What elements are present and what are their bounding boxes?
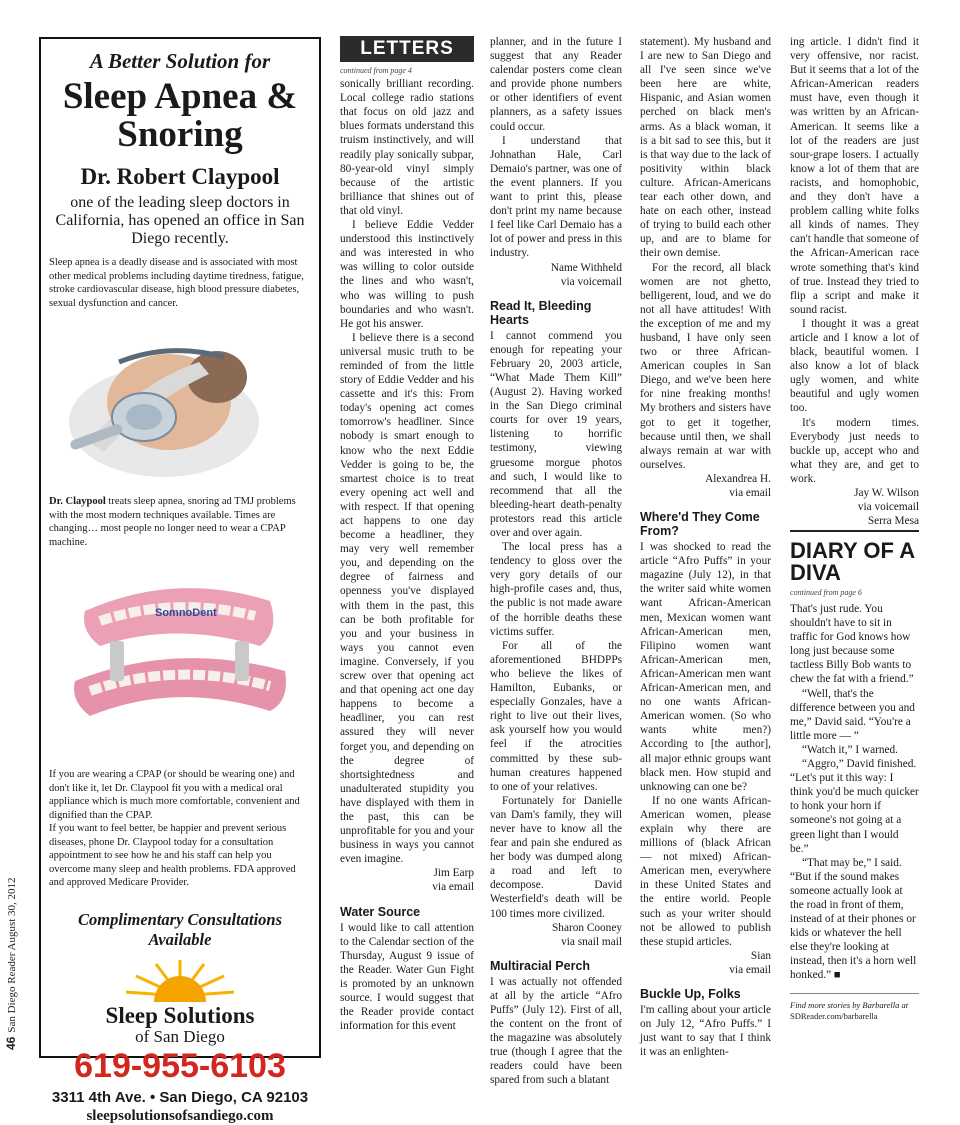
- letter-paragraph: I cannot commend you enough for repeating your February 20, 2003 article, “What Made Them Kill” (August 2). Having worked in the San Diego criminal courts for over 19 years, listening to horrific testimony, viewing gruesome morgue photos and such, I would like to recommend that all the bleeding-heart death-penalty protestors read this article over and over again.: [490, 329, 622, 539]
- letter-paragraph: I believe Eddie Vedder understood this instinctively and was interested in who was willing to color outside the lines and who wasn't, who was willing to push boundaries and who wasn't. He got his answer.: [340, 219, 474, 330]
- ad-brand: Sleep Solutions: [105, 1002, 255, 1028]
- letters-column-1: [340, 36, 474, 1033]
- letter-paragraph: ing article. I didn't find it very offensive, nor racist. But it seems that a lot of the African-American readers must have, even though it was written by an African-American. It seems like a lot of the readers are just sour-grape losers. I actually know a lot of them that are racists, and homophobic, and they don't have a problem calling white folks all kinds of names. They can't handle that someone of the African-American race wrote something that's kind of true. Instead they tried to flip a script and make it sound racist.: [790, 36, 919, 316]
- letter-paragraph: For the record, all black women are not ghetto, belligerent, loud, and we do not all have attitudes! With the exception of me and my husband, I have only seen two or three African-American couples in San Diego, and we've been here for nine freaking months! My brothers and sisters have got to get it together, because until then, we shall always remain at war with ourselves.: [640, 261, 771, 471]
- diary-title: DIARY OF A DIVA: [790, 538, 915, 585]
- ad-address: 3311 4th Ave. • San Diego, CA 92103: [51, 1088, 309, 1106]
- letter-paragraph: sonically brilliant recording. Local college radio stations that focus on old jazz and blues formats understand this truism instinctively, and will readily play sonically subpar, 80-year-old vinyl simply because of the artistic brilliance that shines out of that old vinyl.: [340, 78, 474, 217]
- letter-paragraph: I was actually not offended at all by the article “Afro Puffs” (July 12). First of all, the content on the front of the magazine was absolutely true (though I agree that the readers could have been spared from such a blatant: [490, 975, 622, 1087]
- letter-signature: Name Withheld: [550, 261, 622, 274]
- letter-signature-via: via email: [729, 963, 771, 976]
- letters-column-3: [640, 35, 771, 1059]
- letter-paragraph: If no one wants African-American women, please explain why there are millions of (black African — not mixed) African-American men, everywhere in these United States and the entire world. People such as your writer should not be allowed to publish these stupid articles.: [640, 794, 771, 948]
- ad-intro: one of the leading sleep doctors in California, has opened an office in San Diego recently.: [55, 194, 305, 247]
- ad-phone[interactable]: 619-955-6103: [74, 1046, 286, 1085]
- device-brand-label: SomnoDent: [155, 607, 217, 619]
- letters-header: LETTERS: [340, 36, 474, 62]
- letter-paragraph: I believe there is a second universal music truth to be reminded of from the little story of Eddie Vedder and his cassette and it's this: From today's opening act comes tomorrow's headliner. Since nobody is smart enough to know who the next Eddie Vedder is going to be, the smartest choice is to treat every opening act well and with respect. If that opening act happens to one day become a headliner, they may very well remember you, and depending on the degree of fairness and openness you've displayed with them in the past, this can be both profitable for you and your business in ways you cannot even imagine. Conversely, if you screw over that opening act and that opening act one day happens to become a headliner, you can rest assured they will never forget you, and depending on the degree of shortsightedness and unadulterated stupidity you have displayed with them in the past, this can be unprofitable for you and your business in ways you cannot even imagine.: [340, 331, 474, 866]
- folio-text: San Diego Reader August 30, 2012: [6, 877, 18, 1033]
- ad-copy-disease: Sleep apnea is a deadly disease and is associated with most other medical problems including daytime tiredness, fatigue, stroke cardiovascular disease, high blood pressure diabetes, sexual dysfunction and cancer.: [49, 257, 304, 309]
- letter-signature-location: Serra Mesa: [867, 515, 919, 528]
- ad-copy-treatment: [49, 495, 311, 549]
- letter-heading-where: Where'd They Come From?: [640, 510, 760, 539]
- diary-paragraph: “That may be,” I said. “But if the sound makes someone actually look at the road in front of them, instead of at their phones or kids or whatever the hell else they're looking at instead, then it's a horn well honked.” ■: [790, 856, 917, 982]
- letter-signature-via: via email: [432, 881, 474, 894]
- letter-paragraph: For all of the aforementioned BHDPPs who believe the likes of Hamilton, Eubanks, or especially Gonzales, have a right to live out their lives, ask yourself how you would feel if the atrocities committed by these sub-human creatures happened to one of your relatives.: [490, 639, 622, 793]
- letters-continued: continued from page 4: [340, 66, 412, 76]
- diary-footer: Find more stories by Barbarella at: [790, 993, 919, 1011]
- letters-column-2: [490, 35, 622, 1088]
- diary-rule: [790, 530, 919, 532]
- diary-paragraph: “Well, that's the difference between you and me,” David said. “You're a little more — ”: [790, 687, 915, 742]
- cpap-mask-photo: [49, 322, 259, 482]
- letter-paragraph: The local press has a tendency to gloss over the very gory details of our high-profile cases and, thus, the public is not made aware of the horrible deaths these victims suffer.: [490, 541, 622, 638]
- letter-heading-buckle: Buckle Up, Folks: [640, 987, 741, 1001]
- letter-signature: Sian: [750, 949, 771, 962]
- letter-paragraph: planner, and in the future I suggest that any Reader calendar posters come clean and provide phone numbers or other identifiers of event planners, as a safety issues could occur.: [490, 36, 622, 133]
- letter-paragraph: I thought it was a great article and I know a lot of black, beautiful women. I also know a lot of black ugly women, and white beautiful and ugly women too.: [790, 317, 919, 415]
- ad-treatment-text: treats sleep apnea, snoring ad TMJ problems with the most modern techniques available. Times are changing… most people no longer need to wear a CPAP machine.: [49, 496, 296, 548]
- ad-brand-sub: of San Diego: [135, 1026, 225, 1046]
- letter-paragraph: Fortunately for Danielle van Dam's family, they will never have to know all the fear and pain she endured as her body was dumped along a road and left to decompose. David Westerfield's death will be 100 times more civilized.: [490, 794, 622, 920]
- ad-copy-cpap: If you are wearing a CPAP (or should be wearing one) and don't like it, let Dr. Claypool fit you with a medical oral appliance which is much more comfortable, convenient and dignified than the CPAP.: [49, 769, 300, 821]
- diary-footer-link[interactable]: SDReader.com/barbarella: [790, 1010, 878, 1021]
- letter-paragraph: I'm calling about your article on July 12, “Afro Puffs.” I just want to say that I think it was an enlighten-: [640, 1004, 771, 1059]
- ad-title: Sleep Apnea & Snoring: [62, 76, 298, 155]
- diary-paragraph: “Watch it,” I warned.: [802, 743, 899, 756]
- letter-signature: Jim Earp: [433, 867, 474, 880]
- letter-heading-perch: Multiracial Perch: [490, 958, 591, 973]
- letter-signature-via: via voicemail: [560, 275, 622, 288]
- letter-paragraph: I understand that Johnathan Hale, Carl Demaio's partner, was one of the event planners. If you want to print this, please don't print my name because I feel like Carl Demaio has a lot of power and press in this industry.: [490, 134, 622, 260]
- letter-signature: Jay W. Wilson: [854, 487, 919, 499]
- letter-paragraph: I would like to call attention to the Calendar section of the Thursday, August 9 issue of the Reader. Water Gun Fight is promoted by an unknown source. I would suggest that the Reader provide contact information for this event: [340, 921, 474, 1033]
- letter-heading-water: Water Source: [340, 904, 421, 919]
- ad-kicker: A Better Solution for: [89, 49, 271, 73]
- letter-signature-via: via voicemail: [857, 501, 919, 514]
- ad-doctor-name: Dr. Robert Claypool: [80, 164, 280, 189]
- letter-paragraph: statement). My husband and I are new to San Diego and all I've seen since we've been here are white, Hispanic, and Asian women perched on black men's arms. As a black woman, it is a bit sad to see this, but it is that way due to the lack of positivity within black culture. African-Americans tear each other down, and hate on each other, instead of trying to build each other up, and are to blame for their own demise.: [640, 36, 771, 260]
- diary-paragraph: That's just rude. You shouldn't have to sit in traffic for God knows how long just because some tactless Billy Bob wants to chew the fat with a friend.”: [790, 603, 914, 686]
- letters-column-4: [790, 35, 919, 528]
- diary-continued: continued from page 6: [790, 588, 862, 597]
- page-folio: [4, 820, 26, 1050]
- letter-signature: Sharon Cooney: [552, 921, 622, 934]
- sun-logo-icon: [120, 956, 240, 1004]
- diary-paragraph: “Aggro,” David finished. “Let's put it this way: I think you'd be much quicker to honk your horn if someone's not going at a green light than I would be.”: [790, 758, 919, 855]
- letter-signature-via: via email: [729, 487, 771, 499]
- letter-paragraph: I was shocked to read the article “Afro Puffs” in your magazine (July 12), in that the writer said white women want African-American men, Mexican women want African-American men, Filipino women want African-American men, African-American men want African-American men, and no one wants African-American women. (So who wants white men?) According to [the author], all major ethnic groups want black men. How stupid and unknowing can one be?: [640, 541, 771, 793]
- sleep-apnea-ad: [39, 37, 321, 1124]
- ad-offer: Complimentary Consultations Available: [77, 909, 282, 949]
- letter-signature-via: via snail mail: [561, 935, 622, 948]
- ad-doctor-mention: Dr. Claypool: [49, 496, 106, 507]
- letter-paragraph: It's modern times. Everybody just needs to buckle up, accept who and what they are, and get to work.: [790, 416, 919, 485]
- ad-website-link[interactable]: sleepsolutionsofsandiego.com: [86, 1107, 274, 1124]
- diary-of-a-diva: [790, 530, 919, 1022]
- letter-heading-bleeding: Read It, Bleeding Hearts: [490, 298, 592, 327]
- letter-signature: Alexandrea H.: [705, 472, 771, 485]
- oral-appliance-photo: [55, 561, 305, 751]
- page-number: 46: [4, 1036, 18, 1050]
- ad-copy-callout: If you want to feel better, be happier and prevent serious diseases, phone Dr. Claypool today for a consultation appointment to see how he and his staff can help you overcome many sleep and health problems. FDA approved and approved Medicare Provider.: [49, 823, 296, 888]
